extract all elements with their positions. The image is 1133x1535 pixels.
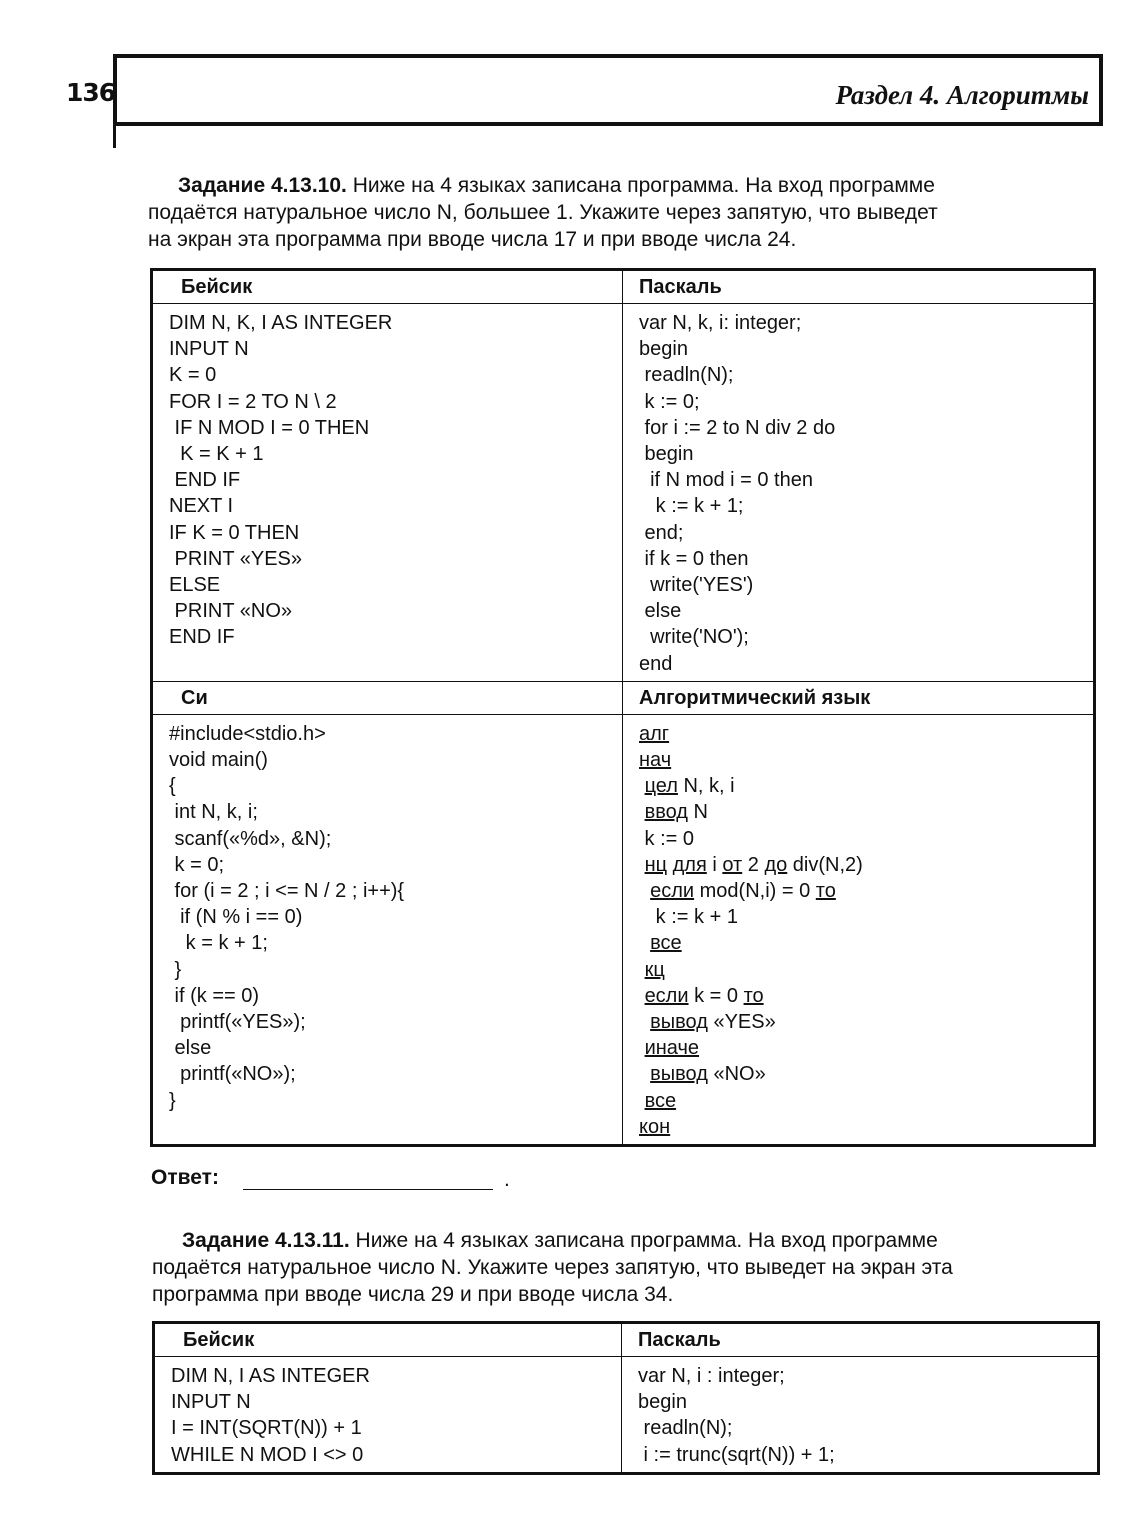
task-4-13-11-statement [152, 1227, 1097, 1308]
code-line: for i := 2 to N div 2 do [639, 416, 836, 439]
code-line: если k = 0 то [644, 984, 764, 1007]
pascal-code-cell [622, 1357, 1099, 1474]
answer-label: Ответ: [151, 1166, 219, 1189]
algo-header: Алгоритмический язык [623, 681, 1095, 714]
code-line: begin [639, 338, 688, 361]
code-line: write('NO'); [639, 626, 749, 649]
running-header [113, 54, 1103, 126]
code-line: if (k == 0) [169, 984, 260, 1007]
code-line: begin [638, 1391, 687, 1414]
code-line: DIM N, I AS INTEGER [171, 1365, 370, 1387]
code-line: k = k + 1; [169, 932, 268, 955]
c-code-cell [152, 714, 623, 1145]
code-line: k := k + 1; [639, 495, 744, 518]
code-line: нц для i от 2 до div(N,2) [644, 853, 863, 876]
code-line: все [650, 932, 682, 955]
code-line: PRINT «NO» [169, 600, 292, 623]
header-rule [113, 118, 116, 148]
code-line: все [644, 1089, 677, 1112]
code-line: если mod(N,i) = 0 то [650, 880, 836, 903]
code-line: вывод «YES» [650, 1011, 776, 1034]
code-line: k := 0; [639, 390, 700, 413]
code-line: end [639, 652, 673, 675]
code-line: k = 0; [169, 853, 225, 876]
code-line: { [169, 775, 176, 798]
task-text: Ниже на 4 языках записана программа. На вход программе [346, 174, 935, 197]
code-line: INPUT N [171, 1391, 251, 1414]
code-line: нач [639, 749, 672, 772]
code-line: вывод «NO» [650, 1063, 766, 1086]
code-line: кц [644, 958, 665, 981]
code-line: алг [639, 722, 670, 745]
code-line: printf(«YES»); [169, 1011, 306, 1034]
code-line: } [169, 958, 182, 981]
code-line: var N, k, i: integer; [639, 312, 802, 334]
code-line: ELSE [169, 574, 221, 597]
task-label: Задание 4.13.10. [178, 174, 347, 197]
code-line: DIM N, K, I AS INTEGER [169, 312, 393, 334]
answer-field[interactable] [243, 1189, 493, 1190]
code-line: IF K = 0 THEN [169, 521, 300, 544]
code-line: scanf(«%d», &N); [169, 827, 332, 850]
code-line: else [639, 600, 682, 623]
code-line: END IF [169, 469, 241, 492]
code-line: if k = 0 then [639, 547, 749, 570]
task-text: подаётся натуральное число N. Укажите через запятую, что выведет на экран эта [152, 1256, 953, 1279]
code-line: int N, k, i; [169, 801, 258, 824]
algo-code-cell [623, 714, 1095, 1145]
code-line: end; [639, 521, 684, 544]
task-text: на экран эта программа при вводе числа 17 и при вводе числа 24. [148, 228, 797, 251]
section-title: Раздел 4. Алгоритмы [835, 80, 1089, 110]
code-table-1 [150, 268, 1096, 1147]
task-text: Ниже на 4 языках записана программа. На вход программе [349, 1229, 938, 1252]
code-line: if (N % i == 0) [169, 906, 303, 929]
answer-dot: . [504, 1168, 510, 1191]
code-line: readln(N); [638, 1417, 733, 1440]
code-line: var N, i : integer; [638, 1365, 785, 1387]
code-line: NEXT I [169, 495, 234, 518]
basic-code-cell [152, 304, 623, 682]
code-line: кон [639, 1115, 671, 1138]
code-line: else [169, 1037, 212, 1060]
code-line: readln(N); [639, 364, 734, 387]
code-line: void main() [169, 749, 268, 772]
code-line: i := trunc(sqrt(N)) + 1; [638, 1443, 835, 1466]
code-line: I = INT(SQRT(N)) + 1 [171, 1417, 362, 1440]
code-line: PRINT «YES» [169, 547, 303, 570]
code-line: WHILE N MOD I <> 0 [171, 1443, 364, 1466]
code-line: begin [639, 443, 694, 466]
basic-header: Бейсик [152, 270, 623, 304]
pascal-header: Паскаль [623, 270, 1095, 304]
basic-header: Бейсик [154, 1323, 622, 1357]
basic-code-cell [154, 1357, 622, 1474]
code-line: if N mod i = 0 then [639, 469, 813, 492]
pascal-code-cell [623, 304, 1095, 682]
code-line: INPUT N [169, 338, 249, 361]
code-line: иначе [644, 1037, 700, 1060]
code-line: #include<stdio.h> [169, 722, 326, 745]
code-line: цел N, k, i [644, 775, 735, 798]
c-header: Си [152, 681, 623, 714]
task-text: подаётся натуральное число N, большее 1. Укажите через запятую, что выведет [148, 201, 938, 224]
task-label: Задание 4.13.11. [182, 1229, 350, 1252]
task-text: программа при вводе числа 29 и при вводе числа 34. [152, 1283, 674, 1306]
code-line: printf(«NO»); [169, 1063, 296, 1086]
pascal-header: Паскаль [622, 1323, 1099, 1357]
code-line: K = 0 [169, 364, 217, 387]
task-4-13-10-statement [148, 172, 1094, 253]
code-line: for (i = 2 ; i <= N / 2 ; i++){ [169, 880, 405, 903]
page-number: 136 [66, 78, 116, 107]
code-line: END IF [169, 626, 235, 649]
code-line: IF N MOD I = 0 THEN [169, 416, 370, 439]
code-line: write('YES') [639, 574, 754, 597]
code-line: FOR I = 2 TO N \ 2 [169, 390, 337, 413]
code-line: } [169, 1089, 176, 1112]
code-line: k := k + 1 [639, 906, 738, 929]
code-line: k := 0 [639, 827, 695, 850]
code-table-2 [152, 1321, 1100, 1475]
code-line: ввод N [644, 801, 708, 824]
code-line: K = K + 1 [169, 443, 264, 466]
